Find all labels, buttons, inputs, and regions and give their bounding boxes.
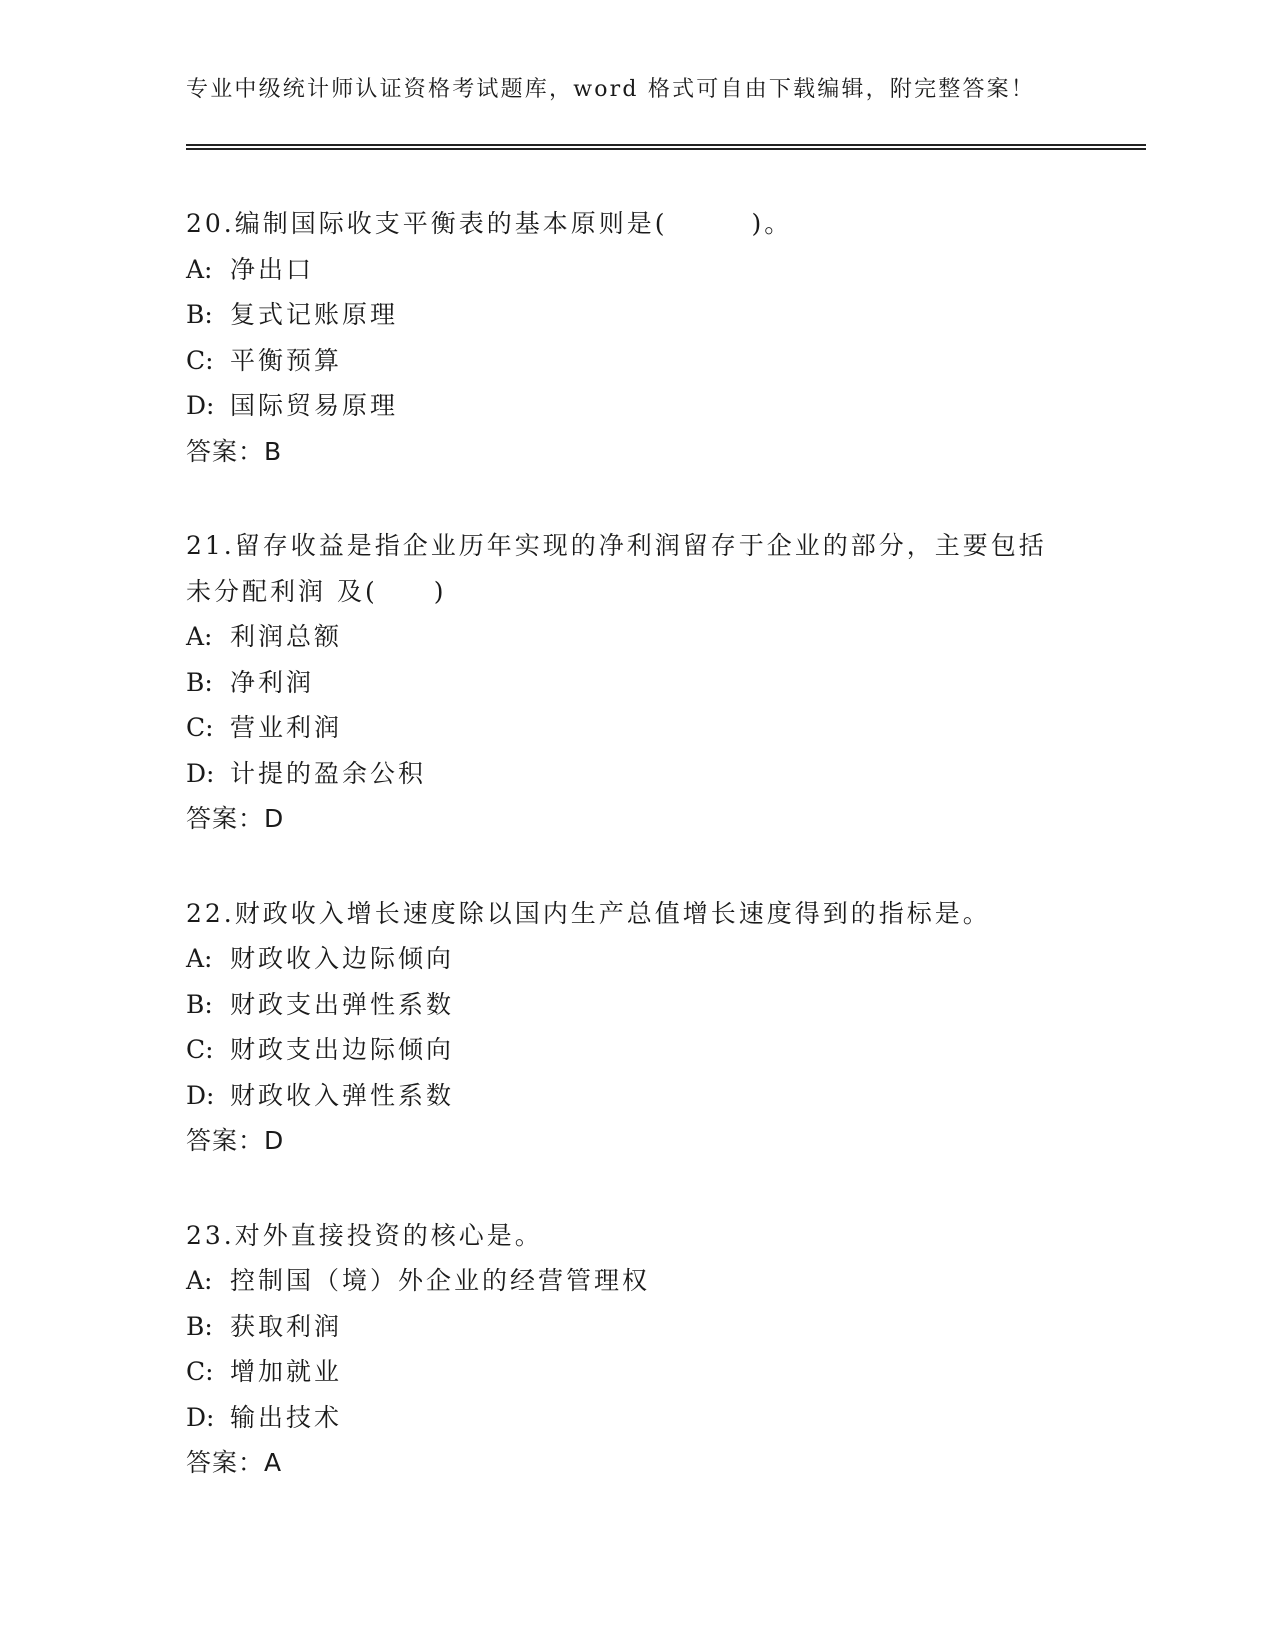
question-21 <box>186 523 1086 842</box>
option-text: 营业利润 <box>230 713 343 742</box>
option-a <box>186 1258 1086 1304</box>
option-text: 财政支出边际倾向 <box>230 1035 455 1064</box>
option-text: 输出技术 <box>230 1402 343 1432</box>
option-text: 利润总额 <box>230 622 343 651</box>
page-header: 专业中级统计师认证资格考试题库，word 格式可自由下载编辑，附完整答案！ <box>186 77 1036 102</box>
question-stem: 21.留存收益是指企业历年实现的净利润留存于企业的部分，主要包括未分配利润 及( ) <box>186 531 1047 606</box>
option-letter: A: <box>186 622 213 651</box>
option-b <box>186 1304 1086 1350</box>
option-d <box>186 383 1086 429</box>
option-c <box>186 1027 1086 1073</box>
option-letter: D: <box>186 391 215 420</box>
option-c <box>186 1349 1086 1395</box>
option-letter: C: <box>186 713 214 742</box>
question-stem: 22.财政收入增长速度除以国内生产总值增长速度得到的指标是。 <box>186 898 991 928</box>
option-d <box>186 751 1086 797</box>
question-23 <box>186 1213 1086 1486</box>
option-letter: A: <box>186 944 213 973</box>
option-text: 获取利润 <box>230 1311 343 1341</box>
option-text: 净出口 <box>230 254 315 284</box>
option-d <box>186 1395 1086 1441</box>
answer-line: 答案：D <box>186 1126 285 1155</box>
question-list <box>186 201 1086 1535</box>
option-letter: A: <box>186 254 213 284</box>
question-22 <box>186 891 1086 1164</box>
option-text: 控制国（境）外企业的经营管理权 <box>230 1266 651 1295</box>
question-20 <box>186 201 1086 474</box>
option-letter: D: <box>186 758 215 788</box>
option-letter: C: <box>186 1035 214 1064</box>
option-letter: B: <box>186 989 213 1019</box>
option-text: 财政收入边际倾向 <box>230 944 455 973</box>
option-text: 复式记账原理 <box>230 300 399 329</box>
option-d <box>186 1073 1086 1119</box>
option-letter: C: <box>186 1357 214 1386</box>
question-stem: 23.对外直接投资的核心是。 <box>186 1220 543 1250</box>
option-letter: B: <box>186 300 213 329</box>
option-b <box>186 292 1086 338</box>
answer-line: 答案：D <box>186 804 285 833</box>
answer-line: 答案：A <box>186 1448 283 1477</box>
option-text: 增加就业 <box>230 1357 343 1386</box>
option-text: 财政支出弹性系数 <box>230 989 455 1019</box>
option-letter: D: <box>186 1080 215 1110</box>
answer-line: 答案：B <box>186 436 283 466</box>
option-letter: B: <box>186 667 213 697</box>
option-text: 财政收入弹性系数 <box>230 1080 455 1110</box>
option-b <box>186 982 1086 1028</box>
option-a <box>186 614 1086 660</box>
option-letter: A: <box>186 1266 213 1295</box>
option-text: 净利润 <box>230 667 315 697</box>
option-b <box>186 660 1086 706</box>
option-letter: D: <box>186 1402 215 1432</box>
option-letter: C: <box>186 345 214 375</box>
option-text: 平衡预算 <box>230 345 343 375</box>
option-a <box>186 936 1086 982</box>
option-text: 计提的盈余公积 <box>230 758 427 788</box>
option-a <box>186 247 1086 293</box>
header-divider <box>186 144 1146 150</box>
option-c <box>186 705 1086 751</box>
option-text: 国际贸易原理 <box>230 391 399 420</box>
option-letter: B: <box>186 1311 213 1341</box>
question-stem: 20.编制国际收支平衡表的基本原则是( )。 <box>186 209 793 238</box>
option-c <box>186 338 1086 384</box>
